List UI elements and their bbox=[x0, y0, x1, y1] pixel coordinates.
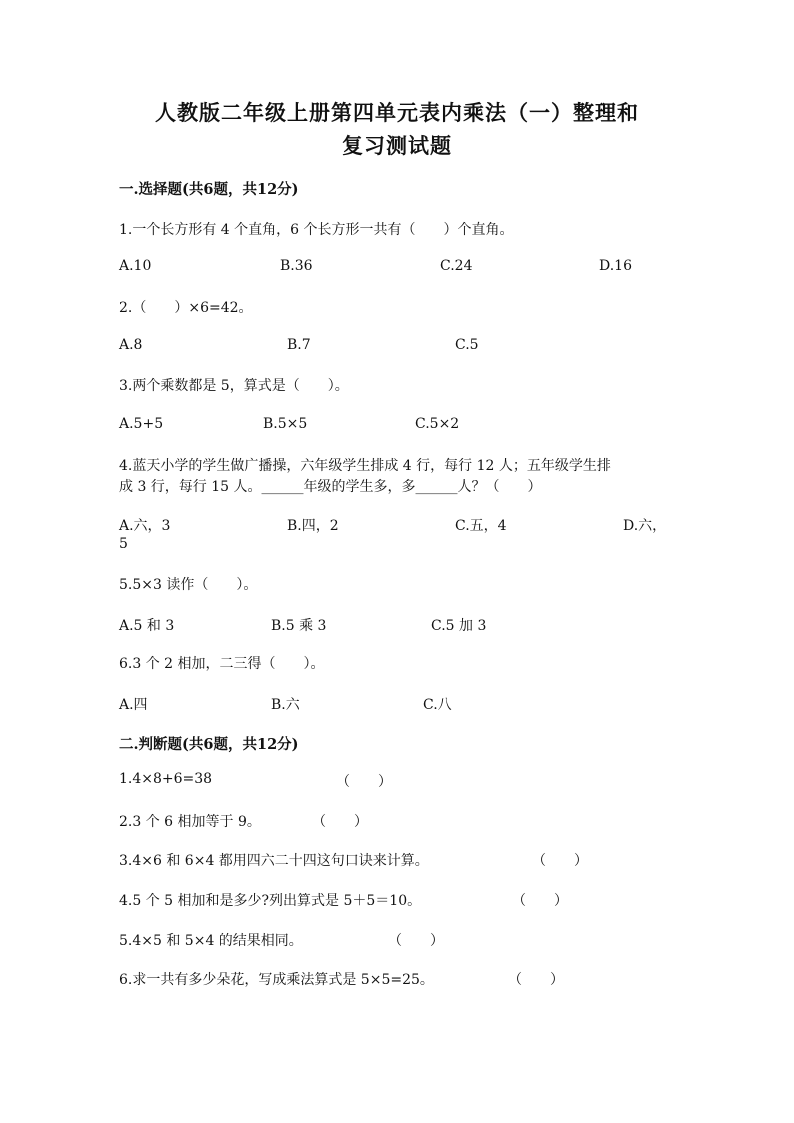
answer-parentheses: （ ） bbox=[312, 814, 368, 830]
option-d: D.16 bbox=[599, 258, 632, 274]
statement-text: 4.5 个 5 相加和是多少?列出算式是 5＋5＝10。 bbox=[119, 893, 422, 909]
option-a: A.10 bbox=[119, 258, 152, 274]
answer-parentheses: （ ） bbox=[508, 972, 564, 988]
option-a: A.六，3 bbox=[119, 518, 171, 534]
option-a: A.5 和 3 bbox=[119, 618, 175, 634]
page-title-line-1: 人教版二年级上册第四单元表内乘法（一）整理和 bbox=[155, 100, 639, 125]
option-c: C.五，4 bbox=[455, 518, 507, 534]
statement-text: 2.3 个 6 相加等于 9。 bbox=[119, 814, 261, 830]
option-a: A.四 bbox=[119, 697, 148, 713]
option-a: A.5+5 bbox=[119, 416, 164, 432]
statement-text: 5.4×5 和 5×4 的结果相同。 bbox=[119, 933, 303, 949]
option-b: B.36 bbox=[280, 258, 313, 274]
option-d: D.六， bbox=[623, 518, 667, 534]
statement-text: 6.求一共有多少朵花，写成乘法算式是 5×5=25。 bbox=[119, 972, 434, 988]
option-b: B.六 bbox=[271, 697, 300, 713]
page-title-line-2: 复习测试题 bbox=[342, 133, 452, 158]
answer-parentheses: （ ） bbox=[336, 774, 392, 790]
question-text: 2.（ ）×6=42。 bbox=[119, 300, 253, 316]
answer-parentheses: （ ） bbox=[532, 853, 588, 869]
question-text-line-2: 成 3 行，每行 15 人。______年级的学生多，多______人？（ ） bbox=[119, 479, 542, 495]
option-c: C.24 bbox=[440, 258, 473, 274]
option-c: C.5 加 3 bbox=[431, 618, 487, 634]
option-d-wrap: 5 bbox=[119, 536, 128, 552]
section-heading-true-false: 二.判断题(共6题，共12分) bbox=[119, 736, 299, 753]
option-a: A.8 bbox=[119, 337, 143, 353]
answer-parentheses: （ ） bbox=[388, 933, 444, 949]
statement-text: 1.4×8+6=38 bbox=[119, 771, 213, 787]
option-b: B.5 乘 3 bbox=[271, 618, 327, 634]
question-text: 1.一个长方形有 4 个直角，6 个长方形一共有（ ）个直角。 bbox=[119, 222, 514, 238]
option-c: C.5 bbox=[455, 337, 479, 353]
option-b: B.7 bbox=[287, 337, 311, 353]
option-b: B.5×5 bbox=[263, 416, 308, 432]
option-b: B.四，2 bbox=[287, 518, 339, 534]
question-text: 3.两个乘数都是 5，算式是（ ）。 bbox=[119, 378, 349, 394]
option-c: C.5×2 bbox=[415, 416, 460, 432]
option-c: C.八 bbox=[423, 697, 452, 713]
question-text: 5.5×3 读作（ ）。 bbox=[119, 577, 258, 593]
question-text-line-1: 4.蓝天小学的学生做广播操，六年级学生排成 4 行，每行 12 人；五年级学生排 bbox=[119, 458, 611, 474]
question-text: 6.3 个 2 相加，二三得（ ）。 bbox=[119, 656, 325, 672]
statement-text: 3.4×6 和 6×4 都用四六二十四这句口诀来计算。 bbox=[119, 853, 429, 869]
section-heading-multiple-choice: 一.选择题(共6题，共12分) bbox=[119, 181, 299, 198]
answer-parentheses: （ ） bbox=[512, 893, 568, 909]
